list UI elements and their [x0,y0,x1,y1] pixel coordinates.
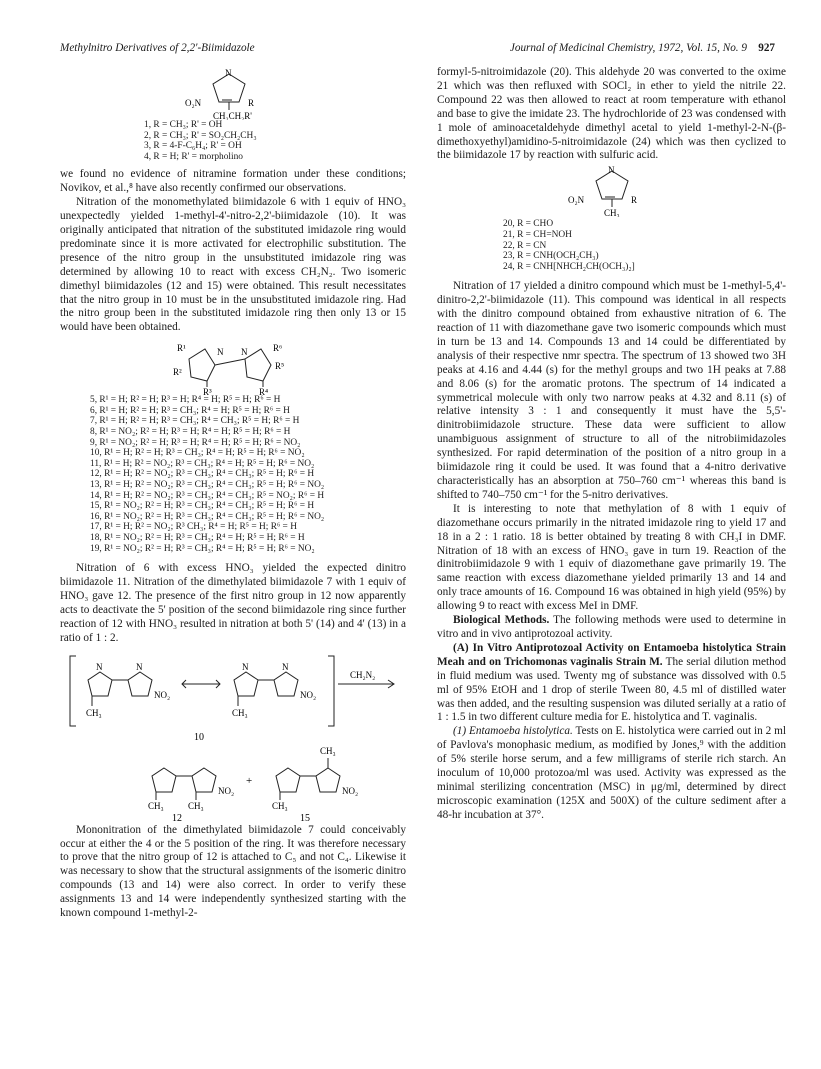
rgroup-item: 4, R = H; R' = morpholino [144,151,243,162]
rgroup-item: 6, R¹ = H; R² = H; R³ = CH₃; R⁴ = H; R⁵ = H; R⁶ = H [90,405,290,416]
s3-o2n: O₂N [567,195,584,206]
s1-n-top: N [225,68,232,78]
subsection-heading: (A) In Vitro Antiprotozoal Activity on Entamoeba histolytica Strain Meah and on Trichomonas vaginalis Strain M. [437,641,786,668]
rgroup-item: 22, R = CN [503,240,547,251]
structure-2-biimidazole [133,339,333,395]
scheme-ch3: CH₃ [272,800,288,811]
s2-r2: R² [173,367,182,378]
s1-o2n: O₂N [185,98,202,108]
s3-r: R [630,195,637,206]
rgroup-item: 9, R¹ = NO₂; R² = H; R³ = H; R⁴ = H; R⁵ = H; R⁶ = NO₂ [90,437,301,448]
header-article-title: Methylnitro Derivatives of 2,2'-Biimidazole [60,42,255,54]
rgroup-item: 10, R¹ = H; R² = H; R³ = CH₃; R⁴ = H; R⁵ = H; R⁶ = NO₂ [90,448,305,459]
structure-3-rgroups [503,219,786,272]
rgroup-item: 7, R¹ = H; R² = H; R³ = CH₃; R⁴ = CH₃; R⁵ = H; R⁶ = H [90,416,300,427]
paragraph: we found no evidence of nitramine formation under these conditions; Novikov, et al.,⁸ have also recently confirmed our observations. [60,168,406,195]
s2-r3: R³ [203,387,212,396]
rgroup-item: 5, R¹ = H; R² = H; R³ = H; R⁴ = H; R⁵ = H; R⁶ = H [90,395,281,406]
rgroup-item: 1, R = CH₃; R' = OH [144,120,223,130]
scheme-n: N [136,661,143,672]
running-header [60,42,775,58]
page-number: 927 [758,42,775,54]
rgroup-item: 19, R¹ = NO₂; R² = H; R³ = CH₃; R⁴ = H; R⁵ = H; R⁶ = NO₂ [90,543,315,554]
rgroup-item: 11, R¹ = H; R² = NO₂; R³ = CH₃; R⁴ = H; R⁵ = H; R⁶ = NO₂ [90,458,315,469]
rgroup-item: 24, R = CNH[NHCH₂CH(OCH₃)₂] [503,261,635,272]
paragraph: It is interesting to note that methylation of 8 with 1 equiv of diazomethane occurs primarily in the nitrated imidazole ring to yield 17 and 18 in a 2 : 1 ratio. 18 is better obtained by treating 8 with CH₃I in DMF. Nitration of 18 with an excess of HNO₃ gave in turn 19. Reaction of the dinitrobiimidazole 9 with 1 equiv of diazomethane gave primarily 19. The same reaction with excess diazomethane yielded primarily 13 and 14 and only trace amounts of 16. Compound 16 was obtained in high yield (95%) by allowing 9 to react with excess MeI in DMF. [437,502,786,613]
scheme-ch3: CH₃ [148,800,164,811]
rgroup-item: 23, R = CNH(OCH₂CH₃) [503,251,599,262]
scheme-ch3: CH₃ [320,745,336,756]
structure-1-nitroimidazole [133,66,333,120]
scheme-n: N [96,661,103,672]
header-journal: Journal of Medicinal Chemistry, 1972, Vol. 15, No. 9 [509,42,747,54]
scheme-n: N [282,661,289,672]
reaction-scheme-methylation [60,650,406,822]
paragraph-entamoeba: (1) Entamoeba histolytica. Tests on E. histolytica were carried out in 2 ml of Pavlova's monophasic medium, as modified by Jones,⁹ with the addition of 5% sterile horse serum, and a few milligrams of sterile rich starch. An inoculum of 10,000 protozoa/ml was used. Activity was expressed as the minimal sterilizing concentration (MSC) in μg/ml, determined by direct microscopic examination (125X and 500X) of the culture sediment after a 48-hr incubation at 37°. [437,725,786,821]
reagent-ch2n2: CH₂N₂ [350,669,376,680]
compound-label-15: 15 [300,812,310,822]
rgroup-item: 16, R¹ = NO₂; R² = H; R³ = CH₃; R⁴ = CH₃; R⁵ = H; R⁶ = NO₂ [90,511,325,522]
rgroup-item: 8, R¹ = NO₂; R² = H; R³ = H; R⁴ = H; R⁵ = H; R⁶ = H [90,427,291,438]
rgroup-item: 14, R¹ = H; R² = NO₂; R³ = CH₃; R⁴ = CH₃; R⁵ = NO₂; R⁶ = H [90,490,325,501]
compound-label-10: 10 [194,731,204,743]
structure-1-rgroups [144,120,406,162]
paragraph-biological-methods: Biological Methods. The following methods were used to determine in vitro and in vivo antiprotozoal activity. [437,614,786,640]
scheme-no2: NO₂ [300,689,317,700]
s3-ch3: CH₃ [603,208,620,218]
s2-r4: R⁴ [259,387,269,396]
scheme-ch3: CH₃ [188,800,204,811]
rgroup-item: 15, R¹ = NO₂; R² = H; R³ = CH₃; R⁴ = CH₃; R⁵ = H; R⁶ = H [90,501,315,512]
subsection-heading: (1) Entamoeba histolytica. [453,725,573,738]
left-column [60,66,406,921]
paragraph-in-vitro: (A) In Vitro Antiprotozoal Activity on Entamoeba histolytica Strain Meah and on Trichomonas vaginalis Strain M. The serial dilution method in fluid medium was used. Twenty mg of substance was dissolved with 0.5 ml of 95% EtOH and 1 drop of sterile Tween 80, 4.5 ml of distilled water was then added, and the resulting suspension was diluted serially at a ratio of 1 : 1.5 in two different culture media for E. histolytica and T. vaginalis. [437,641,786,724]
scheme-no2: NO₂ [154,689,171,700]
rgroup-item: 2, R = CH₃; R' = SO₂CH₂CH₃ [144,130,257,141]
section-heading: Biological Methods. [453,614,550,627]
s2-r5: R⁵ [275,361,285,372]
rgroup-item: 20, R = CHO [503,219,554,230]
scheme-no2: NO₂ [342,785,359,796]
scheme-ch3: CH₃ [232,707,248,718]
s2-n: N [217,347,224,358]
rgroup-item: 12, R¹ = H; R² = NO₂; R³ = CH₃; R⁴ = CH₃; R⁵ = H; R⁶ = H [90,469,315,480]
right-column [437,66,786,823]
rgroup-item: 18, R¹ = NO₂; R² = H; R³ = CH₃; R⁴ = H; R⁵ = H; R⁶ = H [90,532,305,543]
compound-label-12: 12 [172,812,182,822]
paragraph: formyl-5-nitroimidazole (20). This aldehyde 20 was converted to the oxime 21 which was then refluxed with SOCl₂ in ether to yield the nitrile 22. Compound 22 was then allowed to react at room temperature with ethanol and base to give the imidate 23. The hydrochloride of 23 was condensed with 1 mole of aminoacetaldehyde dimethyl acetal to yield 1-methyl-2-N-(β-dimethoxyethyl)amidino-5-nitroimidazole (24) which was then cyclized to the biimidazole 17 by reaction with sulfuric acid. [437,66,786,162]
rgroup-item: 17, R¹ = H; R² = NO₂; R³ CH₃; R⁴ = H; R⁵ = H; R⁶ = H [90,522,297,533]
rgroup-item: 13, R¹ = H; R² = NO₂; R³ = CH₃; R⁴ = CH₃; R⁵ = H; R⁶ = NO₂ [90,480,325,490]
s3-n-top: N [607,165,614,176]
paragraph: Nitration of 17 yielded a dinitro compound which must be 1-methyl-5,4'-dinitro-2,2'-biimidazole (11). This compound was identical in all respects with the dinitro compound obtained from exhaustive nitration of 6. The reaction of 11 with diazomethane gave two isomeric compounds which must in turn be 13 and 14. Compounds 13 and 14 could be differentiated by analysis of their respective nmr spectra. The spectrum of 13 showed two 3H peaks at 4.16 and 4.44 (s) for the methyl groups and two 1H peaks at 7.88 and 8.06 (s) for the aromatic protons. The spectrum of 14 indicated a symmetrical molecule with only two narrow peaks at 4.32 and 8.11 (s) of relative intensity 3 : 1 and consequently it must have the 5,5'-dinitrobiimidazole structure. These data were sufficient to allow unambiguous assignment of structure to all of the nitrobiimidazoles synthesized. For rapid determination of the position of a nitro group in a biimidazole ring it could be used. It was found that a 4-nitro derivative characteristically has an absorption at 750–760 cm⁻¹ whereas this band is shifted to 740–750 cm⁻¹ for the 5-nitro derivatives. [437,280,786,501]
paragraph: Nitration of the monomethylated biimidazole 6 with 1 equiv of HNO₃ unexpectedly yielded 1-methyl-4'-nitro-2,2'-biimidazole (10). It was originally anticipated that nitration of the substituted imidazole ring would predominate since it is more activated for electrophilic substitution. The presence of the nitro group in the unsubstituted imidazole ring was determined by allowing 10 to react with excess CH₂N₂. Two isomeric dimethyl biimidazoles (12 and 15) were obtained. This result necessitates that the nitro group in 10 must be in the unsubstituted imidazole ring. Had the nitro group been in the substituted imidazole ring then only 13 or 15 would have been obtained. [60,196,406,334]
rgroup-item: 21, R = CH=NOH [503,229,572,240]
scheme-no2: NO₂ [218,785,235,796]
s1-r: R [248,98,255,108]
s2-n: N [241,347,248,358]
scheme-n: N [242,661,249,672]
scheme-ch3: CH₃ [86,707,102,718]
s2-r6: R⁶ [273,343,283,354]
rgroup-item: 3, R = 4-F-C₆H₄; R' = OH [144,141,242,152]
plus-sign: + [246,774,253,787]
s2-r1: R¹ [177,343,186,354]
structure-3-nitroimidazole [512,163,712,217]
structure-2-rgroups [90,395,406,554]
s1-ch2: CH₂CH₂R' [213,111,252,120]
paragraph: Mononitration of the dimethylated biimidazole 7 could conceivably occur at either the 4 or the 5 position of the ring. It was therefore necessary to prove that the nitro group of 12 is attached to C₅ and not C₄. Likewise it was necessary to show that the structural assignments of the isomeric dinitro compounds (13 and 14) were also correct. In order to verify these assignments 13 and 14 were independently synthesized starting with the known compound 1-methyl-2- [60,823,406,920]
paragraph: Nitration of 6 with excess HNO₃ yielded the expected dinitro biimidazole 11. Nitration of the dimethylated biimidazole 7 with 1 equiv of HNO₃ gave 12. The presence of the first nitro group in 12 now apparently acts to deactivate the 5' position of the second biimidazole ring since further reaction of 12 with HNO₃ resulted in nitration at both 5' (14) and 4' (13) in a ratio of 1 : 2. [60,562,406,644]
